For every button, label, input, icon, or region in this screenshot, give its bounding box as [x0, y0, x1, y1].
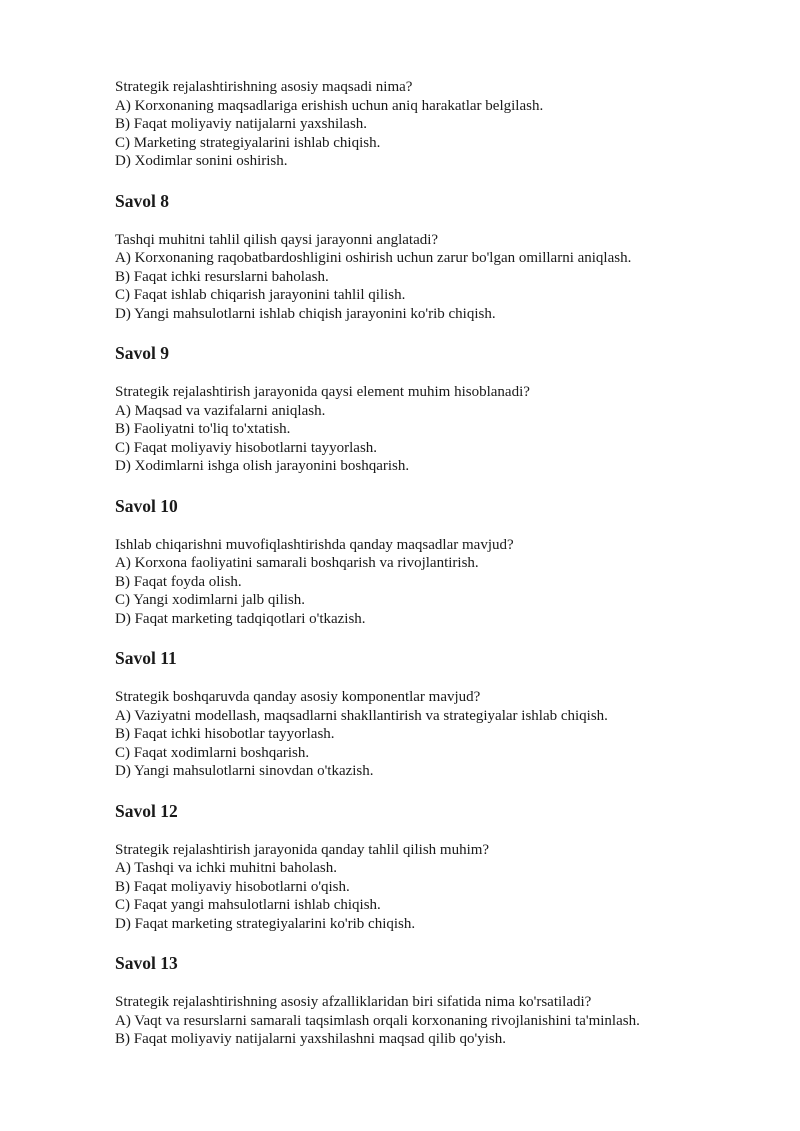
answer-option-b: B) Faqat ichki resurslarni baholash.	[115, 268, 329, 285]
answer-option-c: C) Faqat xodimlarni boshqarish.	[115, 744, 310, 761]
answer-option-a: A) Korxona faoliyatini samarali boshqarish va rivojlantirish.	[115, 555, 479, 571]
question-text: Ishlab chiqarishni muvofiqlashtirishda qanday maqsadlar mavjud?	[115, 536, 514, 553]
answer-option-d: D) Yangi mahsulotlarni sinovdan o'tkazish.	[115, 763, 374, 779]
answer-option-c: C) Faqat ishlab chiqarish jarayonini tahlil qilish.	[115, 287, 406, 303]
question-block-13	[115, 952, 755, 1049]
question-block-intro	[115, 78, 755, 171]
question-block-12	[115, 800, 755, 934]
answer-option-c: C) Faqat yangi mahsulotlarni ishlab chiqish.	[115, 897, 381, 913]
question-text: Strategik rejalashtirishning asosiy afzalliklaridan biri sifatida nima ko'rsatiladi?	[115, 994, 592, 1010]
answer-option-c: C) Marketing strategiyalarini ishlab chiqish.	[115, 134, 381, 151]
answer-option-b: B) Faqat moliyaviy natijalarni yaxshilashni maqsad qilib qo'yish.	[115, 1031, 506, 1047]
question-text: Tashqi muhitni tahlil qilish qaysi jarayonni anglatadi?	[115, 231, 439, 248]
answer-option-d: D) Faqat marketing tadqiqotlari o'tkazish.	[115, 610, 366, 627]
question-block-10	[115, 495, 755, 629]
question-text: Strategik boshqaruvda qanday asosiy komponentlar mavjud?	[115, 689, 481, 705]
answer-option-a: A) Vaqt va resurslarni samarali taqsimlash orqali korxonaning rivojlanishini ta'minlash.	[115, 1012, 640, 1029]
answer-option-c: C) Yangi xodimlarni jalb qilish.	[115, 592, 306, 608]
question-heading: Savol 11	[115, 648, 177, 668]
question-heading: Savol 13	[115, 953, 178, 973]
answer-option-b: B) Faqat ichki hisobotlar tayyorlash.	[115, 726, 335, 742]
question-block-11	[115, 647, 755, 781]
question-block-9	[115, 342, 755, 476]
question-text: Strategik rejalashtirishning asosiy maqsadi nima?	[115, 79, 413, 95]
answer-option-a: A) Tashqi va ichki muhitni baholash.	[115, 860, 337, 876]
answer-option-d: D) Faqat marketing strategiyalarini ko'rib chiqish.	[115, 915, 416, 932]
answer-option-b: B) Faoliyatni to'liq to'xtatish.	[115, 421, 291, 437]
question-text: Strategik rejalashtirish jarayonida qanday tahlil qilish muhim?	[115, 841, 490, 858]
question-block-8	[115, 190, 755, 324]
answer-option-d: D) Xodimlarni ishga olish jarayonini boshqarish.	[115, 458, 410, 474]
answer-option-d: D) Xodimlar sonini oshirish.	[115, 153, 288, 169]
answer-option-a: A) Korxonaning raqobatbardoshligini oshirish uchun zarur bo'lgan omillarni aniqlash.	[115, 250, 632, 266]
answer-option-a: A) Maqsad va vazifalarni aniqlash.	[115, 402, 326, 419]
answer-option-d: D) Yangi mahsulotlarni ishlab chiqish jarayonini ko'rib chiqish.	[115, 305, 496, 322]
question-heading: Savol 9	[115, 343, 169, 363]
answer-option-b: B) Faqat moliyaviy hisobotlarni o'qish.	[115, 878, 350, 895]
answer-option-b: B) Faqat foyda olish.	[115, 573, 242, 590]
answer-option-b: B) Faqat moliyaviy natijalarni yaxshilash.	[115, 116, 368, 132]
document-page	[115, 78, 755, 1049]
answer-option-c: C) Faqat moliyaviy hisobotlarni tayyorlash.	[115, 439, 378, 456]
question-heading: Savol 10	[115, 495, 178, 516]
answer-option-a: A) Vaziyatni modellash, maqsadlarni shakllantirish va strategiyalar ishlab chiqish.	[115, 707, 608, 724]
question-text: Strategik rejalashtirish jarayonida qaysi element muhim hisoblanadi?	[115, 384, 530, 400]
question-heading: Savol 8	[115, 190, 169, 211]
answer-option-a: A) Korxonaning maqsadlariga erishish uchun aniq harakatlar belgilash.	[115, 97, 544, 114]
question-heading: Savol 12	[115, 800, 178, 821]
